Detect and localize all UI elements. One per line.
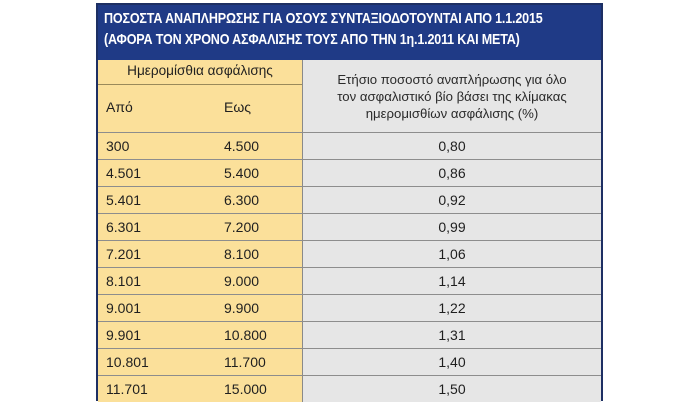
table-title — [98, 5, 601, 60]
from-cell: 9.901 — [106, 327, 142, 343]
table-row — [98, 240, 601, 267]
table-row — [98, 375, 601, 402]
to-cell: 7.200 — [224, 219, 260, 235]
table-row — [98, 267, 601, 294]
table-row — [98, 132, 601, 159]
rate-cell: 0,92 — [438, 192, 466, 208]
to-cell: 6.300 — [224, 192, 260, 208]
table-body — [98, 132, 601, 402]
from-column-header: Από — [106, 99, 133, 115]
rate-header-line-1: Ετήσιο ποσοστό αναπλήρωσης για όλο — [337, 71, 567, 87]
table-row — [98, 159, 601, 186]
title-line-1: ΠΟΣΟΣΤΑ ΑΝΑΠΛΗΡΩΣΗΣ ΓΙΑ ΟΣΟΥΣ ΣΥΝΤΑΞΙΟΔΟΤΟΥΝΤΑΙ ΑΠΟ 1.1.2015 — [104, 11, 543, 27]
table-row — [98, 186, 601, 213]
to-cell: 5.400 — [224, 165, 260, 181]
header-divider — [98, 84, 302, 85]
to-cell: 9.000 — [224, 273, 260, 289]
table-row — [98, 348, 601, 375]
rate-cell: 1,40 — [438, 354, 466, 370]
rate-cell: 1,31 — [438, 327, 466, 343]
rate-cell: 0,86 — [438, 165, 466, 181]
to-cell: 15.000 — [224, 381, 267, 397]
rate-column-header — [302, 60, 601, 132]
to-cell: 9.900 — [224, 300, 260, 316]
to-cell: 8.100 — [224, 246, 260, 262]
table-row — [98, 213, 601, 240]
from-cell: 8.101 — [106, 273, 142, 289]
rate-cell: 0,99 — [438, 219, 466, 235]
table-row — [98, 321, 601, 348]
from-cell: 9.001 — [106, 300, 142, 316]
replacement-rates-table — [96, 3, 603, 401]
rate-cell: 0,80 — [438, 138, 466, 154]
rate-cell: 1,06 — [438, 246, 466, 262]
from-cell: 6.301 — [106, 219, 142, 235]
table-row — [98, 294, 601, 321]
from-cell: 11.701 — [106, 381, 148, 397]
to-cell: 10.800 — [224, 327, 267, 343]
rate-cell: 1,14 — [438, 273, 466, 289]
insurance-days-label: Ημερομίσθια ασφάλισης — [127, 63, 273, 78]
to-cell: 11.700 — [224, 354, 266, 370]
to-column-header: Εως — [224, 99, 252, 115]
insurance-days-header — [98, 60, 302, 132]
from-cell: 7.201 — [106, 246, 142, 262]
from-cell: 5.401 — [106, 192, 142, 208]
from-cell: 300 — [106, 138, 130, 154]
from-cell: 4.501 — [106, 165, 142, 181]
title-line-2: (ΑΦΟΡΑ ΤΟΝ ΧΡΟΝΟ ΑΣΦΑΛΙΣΗΣ ΤΟΥΣ ΑΠΟ ΤΗΝ 1η.1.2011 ΚΑΙ ΜΕΤΑ) — [104, 32, 520, 48]
to-cell: 4.500 — [224, 138, 260, 154]
rate-header-line-2: τον ασφαλιστικό βίο βάσει της κλίμακας — [337, 88, 567, 104]
from-cell: 10.801 — [106, 354, 149, 370]
rate-cell: 1,50 — [438, 381, 466, 397]
rate-header-line-3: ημερομισθίων ασφάλισης (%) — [365, 105, 539, 121]
rate-cell: 1,22 — [438, 300, 466, 316]
